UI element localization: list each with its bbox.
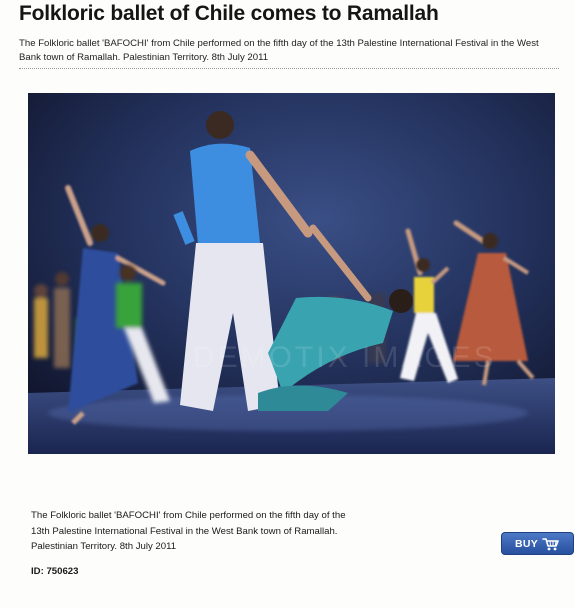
divider bbox=[19, 68, 559, 69]
dance-performance-image bbox=[28, 93, 555, 454]
buy-button[interactable] bbox=[501, 532, 574, 555]
photo-caption: The Folkloric ballet 'BAFOCHI' from Chile performed on the fifth day of the 13th Palestine International Festival in the West Bank town of Ramallah. Palestinian Territory. 8th July 2011 bbox=[31, 510, 346, 552]
shopping-cart-icon bbox=[542, 537, 560, 551]
image-id: ID: 750623 bbox=[31, 566, 79, 577]
photo-watermark: DEMOTIX IMAGES bbox=[193, 341, 497, 374]
article-summary: The Folkloric ballet 'BAFOCHI' from Chile performed on the fifth day of the 13th Palestine International Festival in the West Bank town of Ramallah. Palestinian Territory. 8th July 2011 bbox=[19, 38, 539, 63]
main-photo[interactable] bbox=[28, 93, 555, 454]
buy-button-label: BUY bbox=[514, 537, 539, 550]
page-title: Folkloric ballet of Chile comes to Ramallah bbox=[19, 2, 439, 25]
